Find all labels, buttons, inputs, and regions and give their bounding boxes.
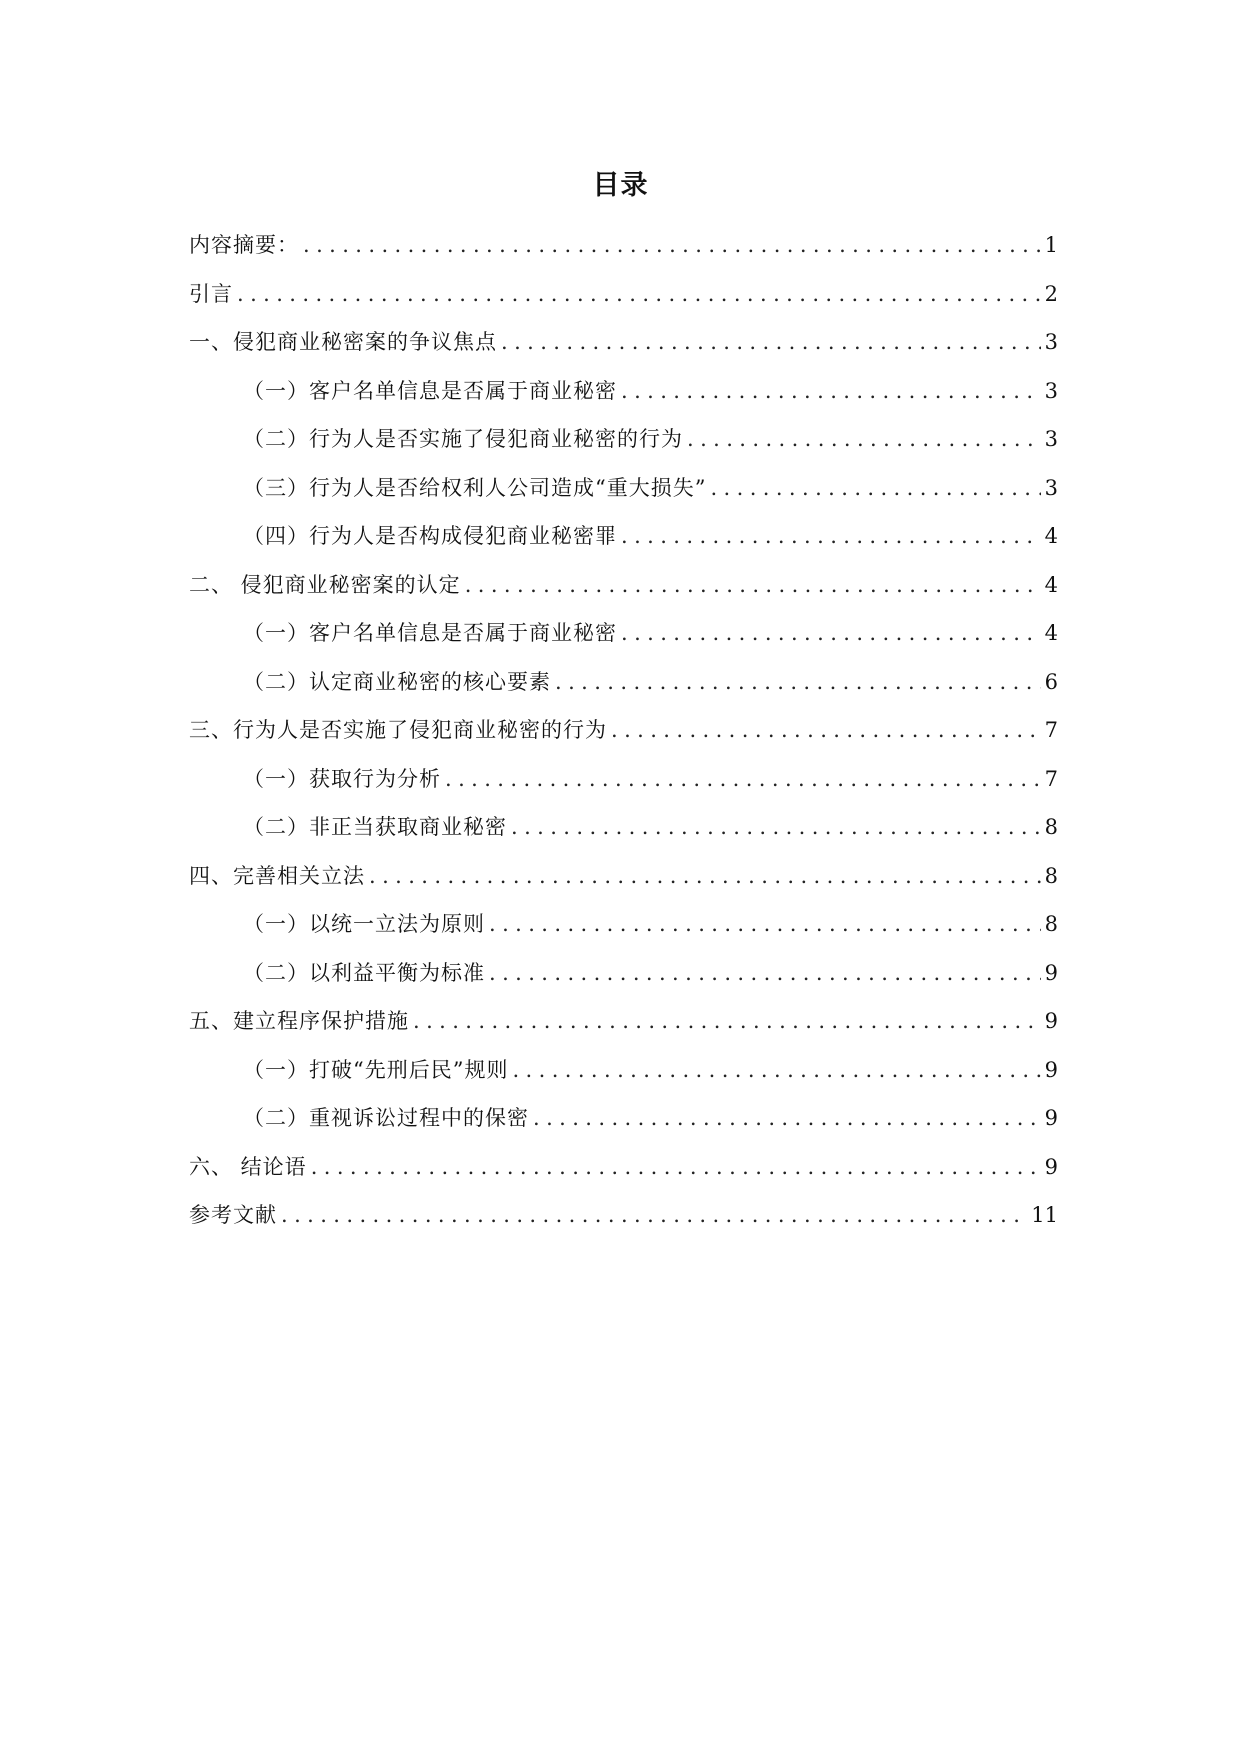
- toc-entry[interactable]: [189, 221, 1058, 270]
- toc-page-number: 7: [1044, 766, 1058, 791]
- toc-page-number: 8: [1044, 912, 1058, 936]
- toc-entry[interactable]: [189, 415, 1058, 464]
- toc-entry-text: 内容摘要：: [189, 233, 299, 257]
- toc-page-number: 1: [1044, 233, 1058, 257]
- toc-entry-text: （二）以利益平衡为标准: [243, 960, 485, 985]
- toc-entry-text: （二）非正当获取商业秘密: [243, 815, 507, 839]
- toc-dot-leader: [501, 318, 1041, 367]
- toc-entry[interactable]: [189, 803, 1058, 852]
- toc-dot-leader: [621, 609, 1041, 658]
- toc-dot-leader: [710, 464, 1040, 513]
- toc-entry[interactable]: [189, 900, 1058, 949]
- toc-dot-leader: [465, 561, 1041, 610]
- toc-entry-text: （二）认定商业秘密的核心要素: [243, 669, 551, 694]
- toc-entry-text: 三、行为人是否实施了侵犯商业秘密的行为: [189, 718, 607, 742]
- toc-dot-leader: [303, 221, 1041, 270]
- toc-dot-leader: [489, 949, 1041, 998]
- toc-entry-text: 六、 结论语: [189, 1154, 307, 1179]
- toc-dot-leader: [413, 997, 1041, 1046]
- toc-entry[interactable]: [189, 367, 1058, 416]
- toc-entry[interactable]: [189, 609, 1058, 658]
- toc-page-number: 6: [1044, 669, 1058, 694]
- toc-entry[interactable]: [189, 706, 1058, 755]
- toc-page-number: 8: [1044, 815, 1058, 839]
- toc-page-number: 4: [1044, 621, 1058, 645]
- toc-entry-text: 参考文献: [189, 1203, 277, 1227]
- toc-page-number: 2: [1044, 281, 1058, 306]
- toc-page-number: 9: [1044, 1009, 1058, 1033]
- toc-dot-leader: [533, 1094, 1041, 1143]
- toc-dot-leader: [621, 367, 1041, 416]
- toc-entry-text: （二）行为人是否实施了侵犯商业秘密的行为: [243, 427, 683, 451]
- toc-entry-text: （四）行为人是否构成侵犯商业秘密罪: [243, 524, 617, 548]
- toc-page-number: 4: [1044, 572, 1058, 597]
- toc-entry-text: 一、侵犯商业秘密案的争议焦点: [189, 330, 497, 354]
- toc-entry[interactable]: [189, 1191, 1058, 1240]
- toc-entry[interactable]: [189, 512, 1058, 561]
- toc-entry-text: （一）打破“先刑后民”规则: [243, 1057, 509, 1082]
- toc-entry-text: 四、完善相关立法: [189, 863, 365, 888]
- toc-entry[interactable]: [189, 997, 1058, 1046]
- toc-page-number: 11: [1031, 1203, 1058, 1227]
- toc-page-number: 4: [1044, 524, 1058, 548]
- toc-dot-leader: [489, 900, 1041, 949]
- toc-page-number: 3: [1044, 330, 1058, 354]
- toc-dot-leader: [611, 706, 1041, 755]
- toc-entry[interactable]: [189, 755, 1058, 804]
- toc-entry-text: 引言: [189, 281, 233, 306]
- toc-entry-text: （一）客户名单信息是否属于商业秘密: [243, 378, 617, 403]
- toc-dot-leader: [237, 270, 1041, 319]
- toc-dot-leader: [511, 803, 1041, 852]
- toc-dot-leader: [369, 852, 1041, 901]
- toc-dot-leader: [555, 658, 1041, 707]
- toc-entry[interactable]: [189, 1143, 1058, 1192]
- toc-entry-text: （一）获取行为分析: [243, 766, 441, 791]
- toc-entry[interactable]: [189, 1046, 1058, 1095]
- toc-page-number: 8: [1044, 863, 1058, 888]
- toc-title: 目录: [592, 170, 649, 201]
- toc-entry-text: 五、建立程序保护措施: [189, 1009, 409, 1033]
- toc-page-number: 9: [1044, 1057, 1058, 1082]
- toc-page-number: 9: [1044, 1106, 1058, 1130]
- toc-page-number: 9: [1044, 1154, 1058, 1179]
- toc-entry-text: （一）以统一立法为原则: [243, 912, 485, 936]
- toc-dot-leader: [512, 1046, 1040, 1095]
- toc-entry[interactable]: [189, 658, 1058, 707]
- toc-entry-text: 二、 侵犯商业秘密案的认定: [189, 572, 461, 597]
- toc-entry[interactable]: [189, 318, 1058, 367]
- table-of-contents: [189, 221, 1058, 1240]
- toc-entry[interactable]: [189, 1094, 1058, 1143]
- toc-dot-leader: [311, 1143, 1041, 1192]
- toc-dot-leader: [687, 415, 1041, 464]
- toc-entry-text: （二）重视诉讼过程中的保密: [243, 1106, 529, 1130]
- toc-entry[interactable]: [189, 852, 1058, 901]
- toc-page-number: 3: [1044, 475, 1058, 500]
- toc-dot-leader: [445, 755, 1041, 804]
- toc-entry[interactable]: [189, 270, 1058, 319]
- toc-page-number: 3: [1044, 378, 1058, 403]
- toc-dot-leader: [281, 1191, 1027, 1240]
- toc-dot-leader: [621, 512, 1041, 561]
- toc-page-number: 7: [1044, 718, 1058, 742]
- toc-entry-text: （一）客户名单信息是否属于商业秘密: [243, 621, 617, 645]
- toc-page-number: 9: [1044, 960, 1058, 985]
- toc-entry[interactable]: [189, 464, 1058, 513]
- toc-page-number: 3: [1044, 427, 1058, 451]
- toc-entry[interactable]: [189, 949, 1058, 998]
- toc-entry[interactable]: [189, 561, 1058, 610]
- toc-entry-text: （三）行为人是否给权利人公司造成“重大损失”: [243, 475, 707, 500]
